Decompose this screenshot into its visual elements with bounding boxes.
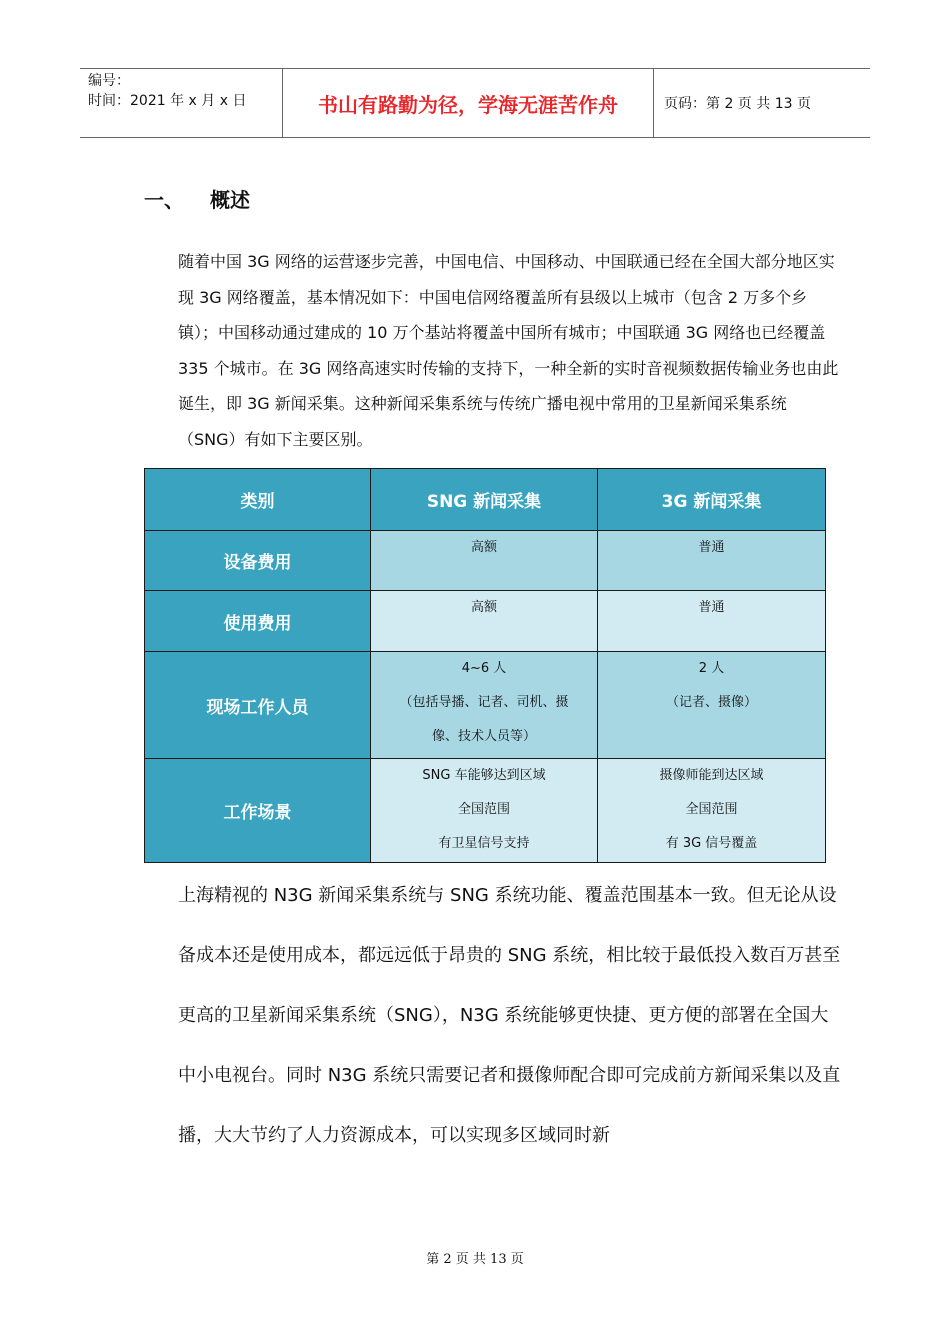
cell-text: SNG 车能够达到区域	[422, 768, 546, 783]
cell-sng	[371, 759, 598, 863]
doc-number: 编号：	[88, 73, 130, 89]
page-footer: 第 2 页 共 13 页	[426, 1252, 524, 1267]
cell-text: 全国范围	[457, 802, 510, 817]
header-meta	[80, 69, 282, 137]
header-category: 类别	[145, 469, 371, 531]
section-number: 一、	[144, 188, 184, 212]
table-header-row	[145, 469, 826, 531]
cell-text: 有 3G 信号覆盖	[665, 836, 758, 851]
cell-text: 4~6 人	[461, 661, 507, 676]
header-3g: 3G 新闻采集	[598, 469, 826, 531]
doc-date: 时间：2021 年 x 月 x 日	[88, 93, 247, 109]
cell-text: 2 人	[698, 661, 725, 676]
cell-3g	[598, 591, 826, 652]
section-heading	[144, 184, 250, 213]
header-sng: SNG 新闻采集	[371, 469, 598, 531]
cell-text: 有卫星信号支持	[438, 836, 530, 851]
page-header	[80, 68, 870, 138]
cell-text: 全国范围	[685, 802, 738, 817]
cell-sng	[371, 531, 598, 591]
cell-text: （包括导播、记者、司机、摄	[399, 695, 569, 710]
cell-text: 普通	[698, 600, 725, 615]
section-title: 概述	[210, 188, 250, 212]
cell-text: 高额	[470, 600, 497, 615]
header-page-info: 页码：第 2 页 共 13 页	[664, 96, 811, 112]
table-row	[145, 652, 826, 759]
cell-3g	[598, 652, 826, 759]
cell-text: 普通	[698, 540, 725, 555]
row-label: 工作场景	[145, 759, 371, 863]
row-label: 设备费用	[145, 531, 371, 591]
cell-text: 摄像师能到达区域	[659, 768, 764, 783]
table-row	[145, 531, 826, 591]
cell-sng	[371, 652, 598, 759]
row-label: 现场工作人员	[145, 652, 371, 759]
table-row	[145, 759, 826, 863]
cell-text: （记者、摄像）	[665, 695, 757, 710]
header-motto: 书山有路勤为径，学海无涯苦作舟	[282, 69, 654, 137]
row-label: 使用费用	[145, 591, 371, 652]
cell-3g	[598, 531, 826, 591]
intro-paragraph: 随着中国 3G 网络的运营逐步完善，中国电信、中国移动、中国联通已经在全国大部分地区实现 3G 网络覆盖，基本情况如下：中国电信网络覆盖所有县级以上城市（包含 2 万多个乡镇）；中国移动通过建成的 10 万个基站将覆盖中国所有城市；中国联通 3G 网络也已经覆盖 335 个城市。在 3G 网络高速实时传输的支持下，一种全新的实时音视频数据传输业务也由此诞生，即 3G 新闻采集。这种新闻采集系统与传统广播电视中常用的卫星新闻采集系统（SNG）有如下主要区别。	[178, 252, 839, 449]
cell-3g	[598, 759, 826, 863]
table-row	[145, 591, 826, 652]
cell-sng	[371, 591, 598, 652]
body-paragraph: 上海精视的 N3G 新闻采集系统与 SNG 系统功能、覆盖范围基本一致。但无论从设备成本还是使用成本，都远远低于昂贵的 SNG 系统，相比较于最低投入数百万甚至更高的卫星新闻采集系统（SNG），N3G 系统能够更快捷、更方便的部署在全国大中小电视台。同时 N3G 系统只需要记者和摄像师配合即可完成前方新闻采集以及直播，大大节约了人力资源成本，可以实现多区域同时新	[178, 885, 841, 1146]
cell-text: 像、技术人员等）	[431, 729, 536, 744]
cell-text: 高额	[470, 540, 497, 555]
comparison-table	[144, 468, 826, 863]
